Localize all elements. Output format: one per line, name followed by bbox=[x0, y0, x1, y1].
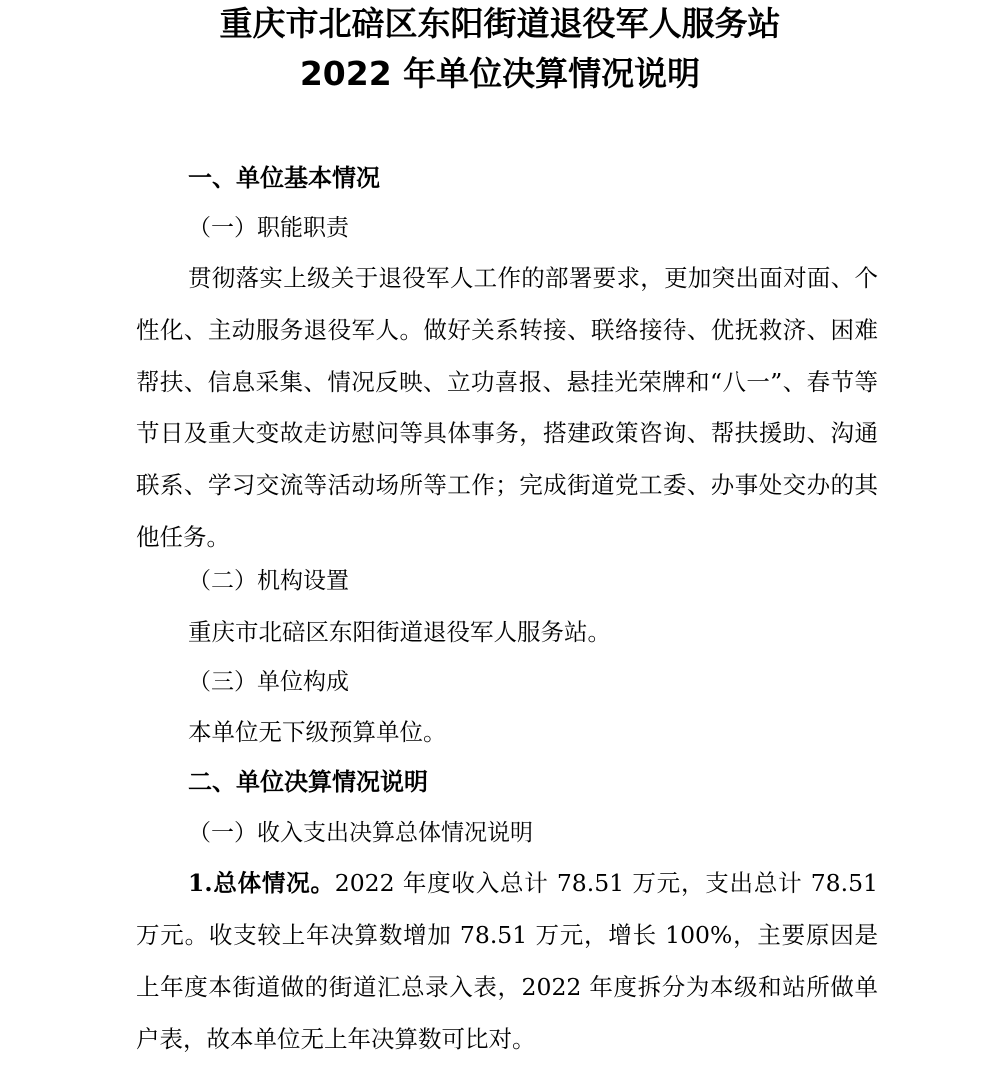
section-1-1-heading: （一）职能职责 bbox=[188, 215, 349, 241]
document-title-line-2: 2022 年单位决算情况说明 bbox=[299, 54, 701, 93]
section-1-3-heading: （三）单位构成 bbox=[188, 669, 349, 695]
section-1-heading: 一、单位基本情况 bbox=[188, 164, 380, 192]
section-1-3-paragraph: 本单位无下级预算单位。 bbox=[188, 718, 447, 746]
section-2-heading: 二、单位决算情况说明 bbox=[188, 768, 428, 796]
section-1-2-paragraph: 重庆市北碚区东阳街道退役军人服务站。 bbox=[188, 618, 611, 646]
section-2-1-heading: （一）收入支出决算总体情况说明 bbox=[188, 820, 533, 846]
overall-lead-label: 1.总体情况。 bbox=[188, 869, 335, 897]
section-1-1-paragraph: 贯彻落实上级关于退役军人工作的部署要求，更加突出面对面、个性化、主动服务退役军人。做好关系转接、联络接待、优抚救济、困难帮扶、信息采集、情况反映、立功喜报、悬挂光荣牌和“八一”、春节等节日及重大变故走访慰问等具体事务，搭建政策咨询、帮扶援助、沟通联系、学习交流等活动场所等工作；完成街道党工委、办事处交办的其他任务。 bbox=[136, 264, 878, 551]
section-1-2-heading: （二）机构设置 bbox=[188, 568, 349, 594]
document-title-line-1: 重庆市北碚区东阳街道退役军人服务站 bbox=[219, 4, 781, 43]
section-2-1-paragraph bbox=[136, 857, 878, 1065]
overall-text: 2022 年度收入总计 78.51 万元，支出总计 78.51 万元。收支较上年决算数增加 78.51 万元，增长 100%，主要原因是上年度本街道做的街道汇总录入表，2022 年度拆分为本级和站所做单户表，故本单位无上年决算数可比对。 bbox=[136, 869, 878, 1053]
